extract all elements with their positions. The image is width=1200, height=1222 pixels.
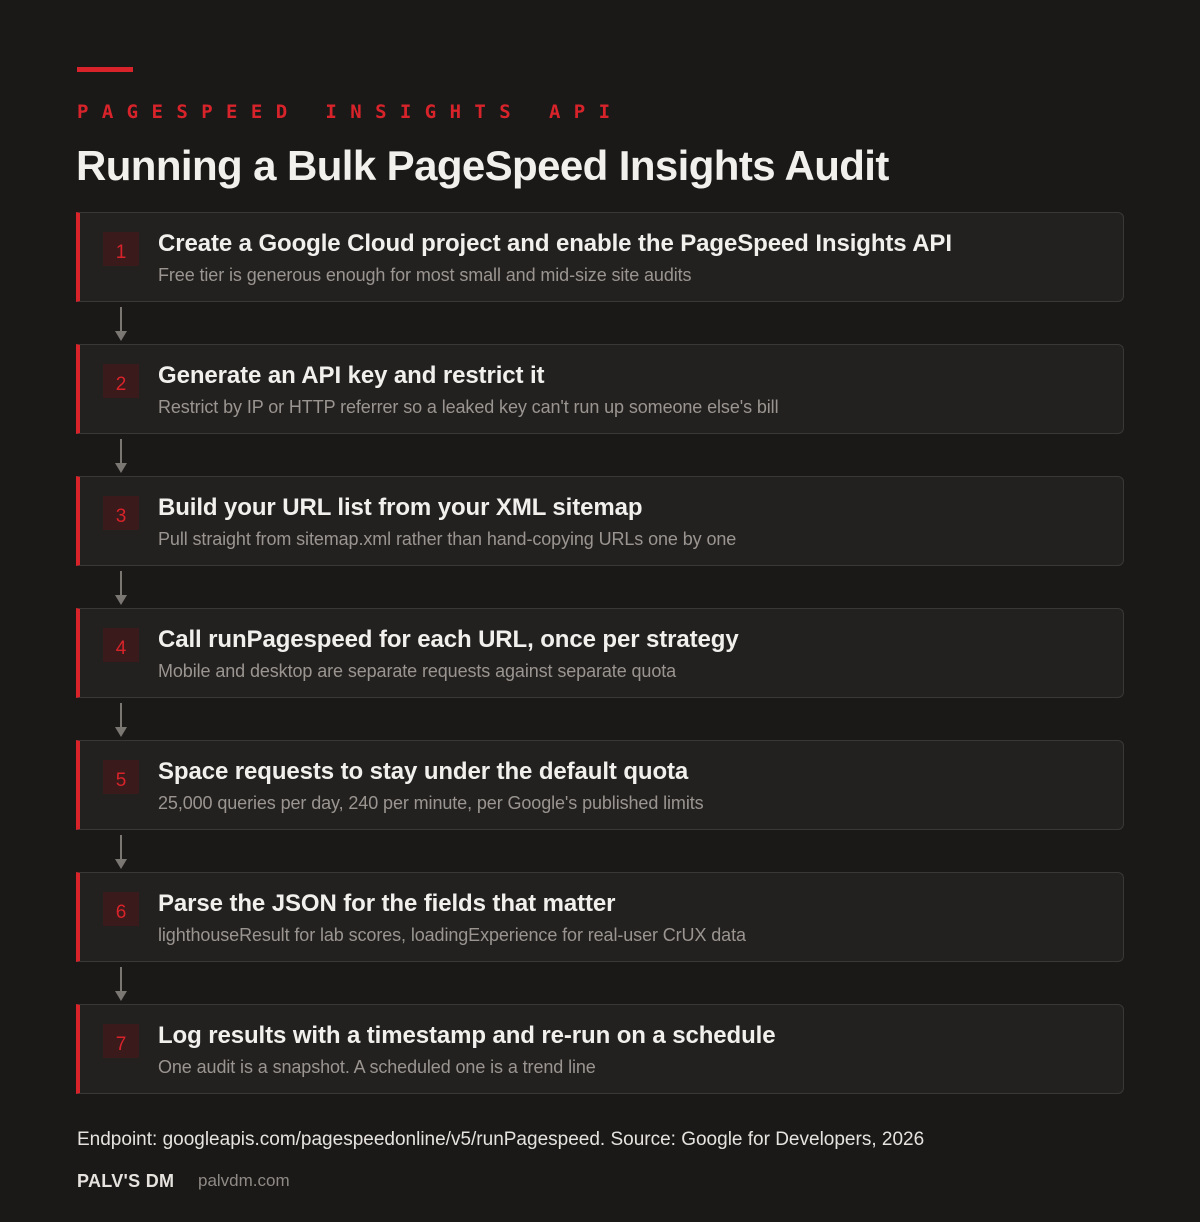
step-title: Generate an API key and restrict it (158, 362, 545, 389)
step-description: 25,000 queries per day, 240 per minute, per Google's published limits (158, 793, 704, 813)
step-card-5 (76, 740, 1124, 830)
down-arrow-icon (114, 571, 128, 605)
step-number: 6 (103, 892, 139, 926)
step-title: Space requests to stay under the default quota (158, 758, 689, 785)
step-title: Call runPagespeed for each URL, once per strategy (158, 626, 739, 653)
step-number: 2 (103, 364, 139, 398)
down-arrow-icon (114, 307, 128, 341)
source-note: Endpoint: googleapis.com/pagespeedonline/v5/runPagespeed. Source: Google for Developers, 2026 (77, 1129, 925, 1150)
brand-name: PALV'S DM (77, 1171, 175, 1191)
step-card-6 (76, 872, 1124, 962)
step-number: 7 (103, 1024, 139, 1058)
down-arrow-icon (114, 703, 128, 737)
step-number: 4 (103, 628, 139, 662)
step-description: lighthouseResult for lab scores, loadingExperience for real-user CrUX data (158, 925, 746, 945)
step-title: Log results with a timestamp and re-run on a schedule (158, 1022, 776, 1049)
step-description: Mobile and desktop are separate requests against separate quota (158, 661, 677, 681)
step-number: 1 (103, 232, 139, 266)
step-title: Parse the JSON for the fields that matter (158, 890, 616, 917)
step-card-7 (76, 1004, 1124, 1094)
step-number: 3 (103, 496, 139, 530)
step-description: Free tier is generous enough for most small and mid-size site audits (158, 265, 692, 285)
step-description: Restrict by IP or HTTP referrer so a leaked key can't run up someone else's bill (158, 397, 779, 417)
step-card-2 (76, 344, 1124, 434)
step-number: 5 (103, 760, 139, 794)
down-arrow-icon (114, 967, 128, 1001)
step-description: One audit is a snapshot. A scheduled one is a trend line (158, 1057, 596, 1077)
step-description: Pull straight from sitemap.xml rather than hand-copying URLs one by one (158, 529, 737, 549)
step-card-3 (76, 476, 1124, 566)
page-title: Running a Bulk PageSpeed Insights Audit (76, 142, 889, 189)
step-title: Create a Google Cloud project and enable the PageSpeed Insights API (158, 230, 952, 257)
step-title: Build your URL list from your XML sitemap (158, 494, 643, 521)
eyebrow-label: PAGESPEED INSIGHTS API (77, 101, 624, 123)
accent-bar (77, 67, 133, 72)
brand-url: palvdm.com (198, 1171, 290, 1190)
step-card-1 (76, 212, 1124, 302)
step-card-4 (76, 608, 1124, 698)
down-arrow-icon (114, 835, 128, 869)
down-arrow-icon (114, 439, 128, 473)
